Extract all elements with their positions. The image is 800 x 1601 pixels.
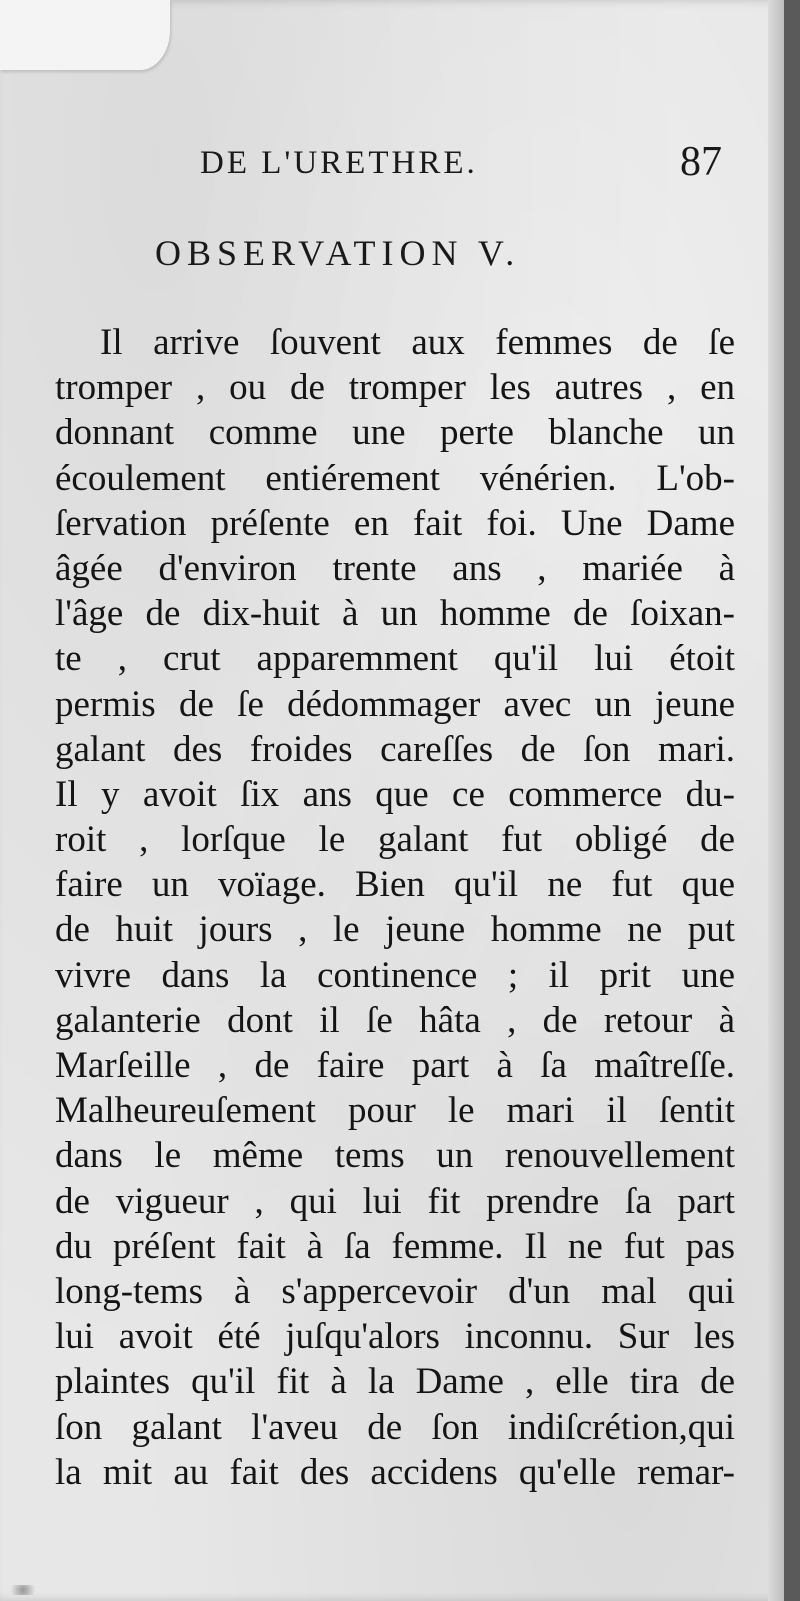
text-line: ſon galant l'aveu de ſon indiſcrétion,qui (55, 1406, 735, 1448)
text-line: te , crut apparemment qu'il lui étoit (55, 638, 735, 680)
text-line: lui avoit été juſqu'alors inconnu. Sur les (55, 1316, 735, 1358)
torn-paper-corner (0, 0, 170, 70)
text-line: galant des froides careſſes de ſon mari. (55, 728, 735, 770)
text-line: la mit au fait des accidens qu'elle remar- (55, 1451, 735, 1493)
text-line: âgée d'environ trente ans , mariée à (55, 547, 735, 589)
running-head: DE L'URETHRE. (200, 145, 478, 181)
text-line: Malheureuſement pour le mari il ſentit (55, 1090, 735, 1132)
text-line: dans le même tems un renouvellement (55, 1135, 735, 1177)
text-line: de vigueur , qui lui fit prendre ſa part (55, 1180, 735, 1222)
text-line: vivre dans la continence ; il prit une (55, 954, 735, 996)
text-line: plaintes qu'il fit à la Dame , elle tira de (55, 1361, 735, 1403)
text-line: donnant comme une perte blanche un (55, 412, 735, 454)
text-line: de huit jours , le jeune homme ne put (55, 909, 735, 951)
text-line: tromper , ou de tromper les autres , en (55, 367, 735, 409)
text-line: Il arrive ſouvent aux femmes de ſe (100, 322, 735, 363)
text-line: ſervation préſente en fait foi. Une Dame (55, 502, 735, 544)
text-line: permis de ſe dédommager avec un jeune (55, 683, 735, 725)
page-number: 87 (680, 139, 722, 185)
text-line: Marſeille , de faire part à ſa maîtreſſe. (55, 1045, 735, 1086)
body-text (55, 320, 735, 1495)
ink-speck (6, 1585, 40, 1595)
page-edge-shadow (768, 0, 784, 1601)
text-line: roit , lorſque le galant fut obligé de (55, 819, 735, 861)
text-line: faire un voïage. Bien qu'il ne fut que (55, 864, 735, 906)
text-line: du préſent fait à ſa femme. Il ne fut pas (55, 1225, 735, 1267)
observation-heading: OBSERVATION V. (155, 233, 521, 273)
text-line: long-tems à s'appercevoir d'un mal qui (55, 1270, 735, 1312)
text-line: Il y avoit ſix ans que ce commerce du- (55, 773, 735, 815)
text-line: galanterie dont il ſe hâta , de retour à (55, 999, 735, 1041)
text-line: l'âge de dix-huit à un homme de ſoixan- (55, 593, 735, 635)
text-line: écoulement entiérement vénérien. L'ob- (55, 457, 735, 499)
